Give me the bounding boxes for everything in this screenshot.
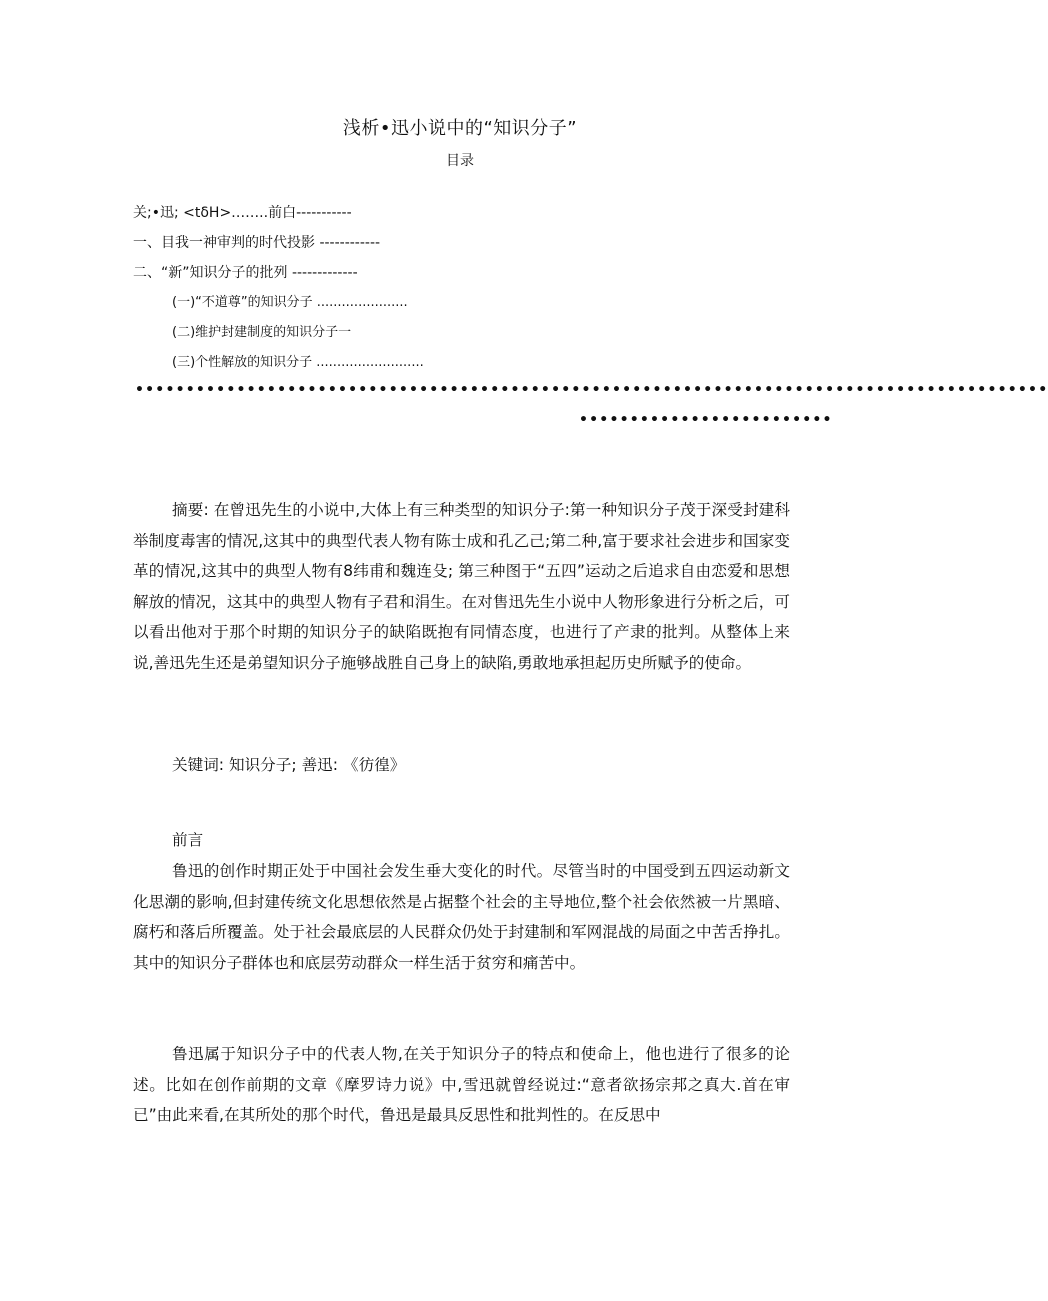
body-paragraph: 鲁迅的创作时期正处于中国社会发生垂大变化的时代。尽管当时的中国受到五四运动新文化思潮的影响,但封建传统文化思想依然是占据整个社会的主导地位,整个社会依然被一片黑暗、腐朽和落后所覆盖。处于社会最底层的人民群众仍处于封建制和军网混战的局面之中苦舌挣扎。其中的知识分子群体也和底层劳动群众一样生活于贫穷和痛苦中。 [133, 862, 790, 972]
preface-heading: 前言 [172, 831, 204, 849]
dot-leader-line: •••••••••••••••••••••••••••••••••••••••••••••••••••••••••••••••••••••••••••••••••••••••••• [135, 382, 1048, 398]
abstract-paragraph: 摘要: 在曾迅先生的小说中,大体上有三种类型的知识分子:第一种知识分子茂于深受封建科举制度毒害的情况,这其中的典型代表人物有陈士成和孔乙己;第二种,富于要求社会进步和国家变革的情况,这其中的典型人物有8纬甫和魏连殳; 第三种图于“五四”运动之后追求自由恋爱和思想解放的情况，这其中的典型人物有子君和涓生。在对售迅先生小说中人物形象进行分析之后，可以看出他对于那个时期的知识分子的缺陷既抱有同情态度，也进行了产隶的批判。从整体上来说,善迅先生还是弟望知识分子施够战胜自己身上的缺陷,勇敢地承担起历史所赋予的使命。 [133, 501, 790, 672]
toc-item: 二、“新”知识分子的批列 ------------- [133, 265, 358, 281]
toc-subitem: (三)个性解放的知识分子 .......................... [172, 355, 424, 370]
table-of-contents [133, 198, 773, 378]
dot-leader-line: ••••••••••••••••••••••••• [579, 412, 833, 428]
toc-subitem: (二)维护封建制度的知识分子一 [172, 325, 352, 340]
toc-item: 一、目我一神审判的时代投影 ------------ [133, 235, 381, 251]
body-paragraph: 鲁迅属于知识分子中的代表人物,在关于知识分子的特点和使命上，他也进行了很多的论述。比如在创作前期的文章《摩罗诗力说》中,雪迅就曾经说过:“意者欲扬宗邦之真大.首在审已”由此来看,在其所处的那个时代，鲁迅是最具反思性和批判性的。在反思中 [133, 1045, 790, 1124]
toc-heading: 目录 [446, 153, 474, 169]
toc-item: 关;•迅; <tδH>……..前白----------- [133, 205, 352, 221]
toc-subitem: (一)“不道尊”的知识分子 ...................... [172, 295, 408, 310]
document-title: 浅析•迅小说中的“知识分子” [342, 118, 578, 139]
keywords-line: 关键词: 知识分子; 善迅: 《彷徨》 [172, 756, 406, 774]
